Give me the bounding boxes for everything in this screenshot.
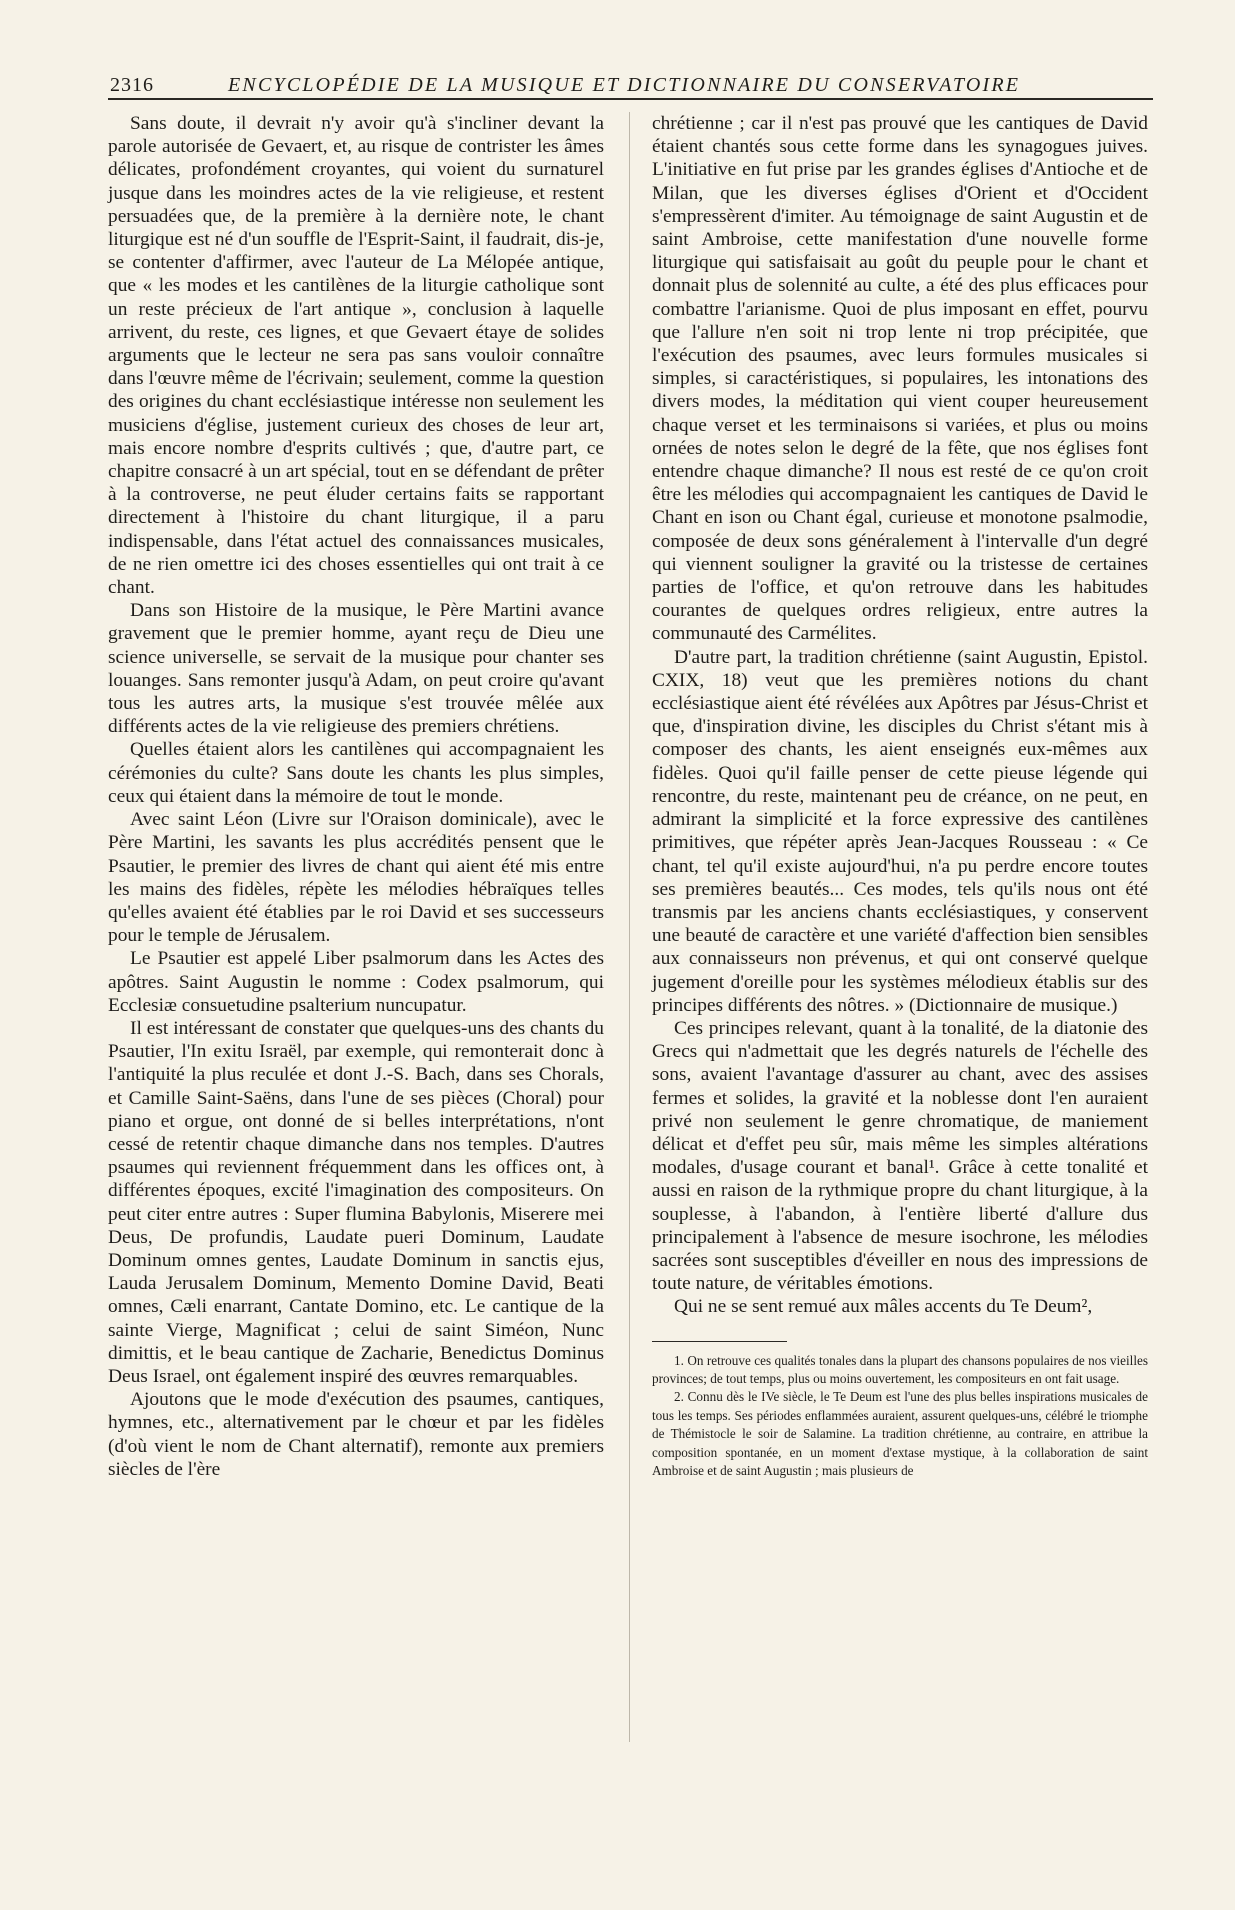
page-header [108, 72, 1153, 100]
left-column [108, 112, 604, 1481]
paragraph: Quelles étaient alors les cantilènes qui accompagnaient les cérémonies du culte? Sans doute les chants les plus simples, ceux qui étaient dans la mémoire de tout le monde. [108, 739, 604, 807]
paragraph: chrétienne ; car il n'est pas prouvé que les cantiques de David étaient chantés sous cette forme dans les synagogues juives. L'initiative en fut prise par les grandes églises d'Antioche et de Milan, que les diverses églises d'Orient et d'Occident s'empressèrent d'imiter. Au témoignage de saint Augustin et de saint Ambroise, cette manifestation d'une nouvelle forme liturgique qui satisfaisait au goût du peuple pour le chant et donnait plus de solennité au culte, a été des plus efficaces pour combattre l'arianisme. Quoi de plus imposant en effet, pourvu que l'allure n'en soit ni trop lente ni trop précipitée, que l'exécution des psaumes, avec leurs formules musicales si simples, si caractéristiques, si populaires, les intonations des divers modes, la méditation qui vient couper heureusement chaque verset et les terminaisons si variées, et plus ou moins ornées de notes selon le degré de la fête, que nos églises font entendre chaque dimanche? Il nous est resté de ce qu'on croit être les mélodies qui accompagnaient les cantiques de David le Chant en ison ou Chant égal, curieuse et monotone psalmodie, composée de deux sons généralement à l'intervalle d'un degré qui viennent souligner la gravité ou la tristesse de certaines parties de l'office, et qu'on retrouve dans les habitudes courantes de quelques ordres religieux, entre autres la communauté des Carmélites. [652, 113, 1148, 645]
right-column [652, 112, 1148, 1480]
paragraph: Sans doute, il devrait n'y avoir qu'à s'incliner devant la parole autorisée de Gevaert, et, au risque de contrister les âmes délicates, profondément croyantes, qui voient du surnaturel jusque dans les moindres actes de la vie religieuse, et restent persuadées que, de la première à la dernière note, le chant liturgique est né d'un souffle de l'Esprit-Saint, il faudrait, dis-je, se contenter d'affirmer, avec l'auteur de La Mélopée antique, que « les modes et les cantilènes de la liturgie catholique sont un reste précieux de l'art antique », conclusion à laquelle arrivent, du reste, ces lignes, et que Gevaert étaye de solides arguments que le lecteur ne sera pas sans vouloir connaître dans l'œuvre même de l'écrivain; seulement, comme la question des origines du chant ecclésiastique intéresse non seulement les musiciens d'église, justement curieux des choses de leur art, mais encore nombre d'esprits cultivés ; que, d'autre part, ce chapitre consacré à un art spécial, tout en se défendant de prêter à la controverse, ne peut éluder certains faits se rapportant directement à l'histoire du chant liturgique, il a paru indispensable, dans l'état actuel des connaissances musicales, de ne rien omettre ici des choses essentielles qui ont trait à ce chant. [108, 113, 604, 599]
page-number: 2316 [110, 74, 154, 96]
paragraph: Ajoutons que le mode d'exécution des psaumes, cantiques, hymnes, etc., alternativement par le chœur et par les fidèles (d'où vient le nom de Chant alternatif), remonte aux premiers siècles de l'ère [108, 1389, 604, 1480]
running-title: ENCYCLOPÉDIE DE LA MUSIQUE ET DICTIONNAIRE DU CONSERVATOIRE [228, 74, 1021, 96]
paragraph: Il est intéressant de constater que quelques-uns des chants du Psautier, l'In exitu Israël, par exemple, qui remonterait donc à l'antiquité la plus reculée et dont J.-S. Bach, dans ses Chorals, et Camille Saint-Saëns, dans l'une de ses pièces (Choral) pour piano et orgue, ont donné de si belles interprétations, n'ont cessé de retentir chaque dimanche dans nos temples. D'autres psaumes qui reviennent fréquemment dans les offices ont, à différentes époques, excité l'imagination des compositeurs. On peut citer entre autres : Super flumina Babylonis, Miserere mei Deus, De profundis, Laudate pueri Dominum, Laudate Dominum omnes gentes, Laudate Dominum in sanctis ejus, Lauda Jerusalem Dominum, Memento Domine David, Beati omnes, Cæli enarrant, Cantate Domino, etc. Le cantique de la sainte Vierge, Magnificat ; celui de saint Siméon, Nunc dimittis, et le beau cantique de Zacharie, Benedictus Dominus Deus Israel, ont également inspiré des œuvres remarquables. [108, 1017, 604, 1387]
paragraph: Ces principes relevant, quant à la tonalité, de la diatonie des Grecs qui n'admettait que les degrés naturels de l'échelle des sons, avaient l'avantage d'assurer au chant, avec des assises fermes et solides, la gravité et la noblesse dont l'en auraient privé non seulement le genre chromatique, de maniement délicat et d'effet peu sûr, mais même les simples altérations modales, d'usage courant et banal¹. Grâce à cette tonalité et aussi en raison de la rythmique propre du chant liturgique, à la souplesse, à l'abandon, à l'entière liberté d'allure dus principalement à l'absence de mesure isochrone, les mélodies sacrées sont susceptibles d'éveiller en nous des impressions de toute nature, de véritables émotions. [652, 1017, 1148, 1295]
column-divider [629, 112, 630, 1742]
paragraph: Dans son Histoire de la musique, le Père Martini avance gravement que le premier homme, ayant reçu de Dieu une science universelle, se servait de la musique pour chanter ses louanges. Sans remonter jusqu'à Adam, on peut croire qu'avant tous les autres arts, la musique s'est trouvée mêlée aux différents actes de la vie religieuse des premiers chrétiens. [108, 600, 604, 738]
paragraph: Qui ne se sent remué aux mâles accents du Te Deum², [674, 1296, 1093, 1318]
paragraph: Avec saint Léon (Livre sur l'Oraison dominicale), avec le Père Martini, les savants les plus accrédités pensent que le Psautier, le premier des livres de chant qui aient été mis entre les mains des fidèles, répète les mélodies hébraïques telles qu'elles avaient été établies par le roi David et ses successeurs pour le temple de Jérusalem. [108, 809, 604, 947]
paragraph: Le Psautier est appelé Liber psalmorum dans les Actes des apôtres. Saint Augustin le nomme : Codex psalmorum, qui Ecclesiæ consuetudine psalterium nuncupatur. [108, 948, 604, 1016]
paragraph: D'autre part, la tradition chrétienne (saint Augustin, Epistol. CXIX, 18) veut que les premières notions du chant ecclésiastique aient été révélées aux Apôtres par Jésus-Christ et que, d'inspiration divine, les disciples du Christ s'étant mis à composer des chants, les aient enseignés eux-mêmes aux fidèles. Quoi qu'il faille penser de cette pieuse légende qui rencontre, du reste, maintenant peu de créance, on ne peut, en admirant la simplicité et la force expressive des cantilènes primitives, que répéter après Jean-Jacques Rousseau : « Ce chant, tel qu'il existe aujourd'hui, n'a pu perdre encore toutes ses premières beautés... Ces modes, tels qu'ils nous ont été transmis par les anciens chants ecclésiastiques, y conservent une beauté de caractère et une variété d'affection bien sensibles aux connaisseurs non prévenus, et qui ont conservé quelque jugement d'oreille pour les systèmes mélodieux établis sur des principes différents des nôtres. » (Dictionnaire de musique.) [652, 646, 1148, 1016]
footnote: 2. Connu dès le IVe siècle, le Te Deum est l'une des plus belles inspirations musicales de tous les temps. Ses périodes enflammées auraient, assurent quelques-uns, célébré le triomphe de Thémistocle le soir de Salamine. La tradition chrétienne, au contraire, en attribue la composition spontanée, en un moment d'extase mystique, à la collaboration de saint Ambroise et de saint Augustin ; mais plusieurs de [652, 1389, 1148, 1478]
footnote: 1. On retrouve ces qualités tonales dans la plupart des chansons populaires de nos vieilles provinces; de tout temps, plus ou moins ouvertement, les compositeurs en ont fait usage. [652, 1352, 1148, 1386]
footnote-rule [652, 1341, 787, 1342]
